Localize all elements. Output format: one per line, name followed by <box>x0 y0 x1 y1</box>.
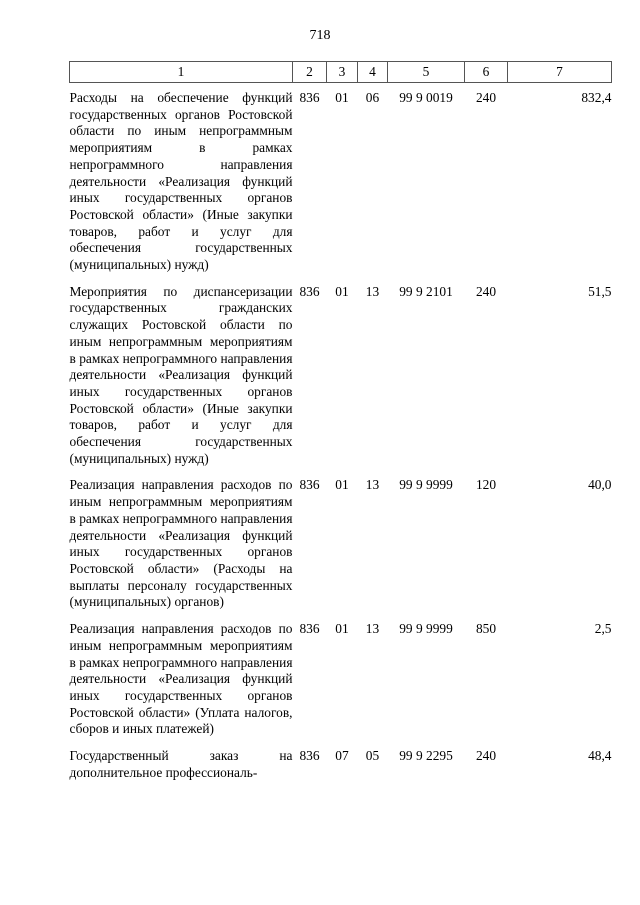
row-subsection-code: 05 <box>365 748 380 764</box>
row-target-article: 99 9 2101 <box>399 283 453 299</box>
header-row <box>70 62 612 83</box>
header-col-3: 3 <box>327 62 358 83</box>
row-target-article: 99 9 9999 <box>399 477 453 493</box>
table-row <box>70 274 612 468</box>
table-header <box>70 62 612 83</box>
table-row <box>70 467 612 611</box>
row-ministry-code: 836 <box>299 90 320 105</box>
row-ministry-code: 836 <box>299 748 320 764</box>
row-section-code: 01 <box>335 90 349 105</box>
row-amount: 51,5 <box>588 283 612 299</box>
row-subsection-code: 06 <box>365 90 380 105</box>
row-description: Реализация направления расходов по иным непрограммным мероприятиям в рамках непрограммного направления деятельности «Реализация функций иных государственных органов Ростовской области» (Расходы на выплаты персоналу государственных (муниципальных) органов) <box>69 477 293 610</box>
page-number: 718 <box>309 28 331 43</box>
row-ministry-code: 836 <box>299 477 320 493</box>
row-expense-type: 240 <box>475 283 497 299</box>
table-body <box>70 83 612 782</box>
header-col-4: 4 <box>358 62 388 83</box>
header-col-6: 6 <box>465 62 508 83</box>
row-ministry-code: 836 <box>299 283 320 299</box>
table-row <box>70 611 612 738</box>
row-subsection-code: 13 <box>365 621 380 637</box>
header-col-7: 7 <box>508 62 612 83</box>
table-row <box>70 738 612 781</box>
row-expense-type: 850 <box>475 621 497 637</box>
table-row <box>70 83 612 274</box>
header-col-5: 5 <box>388 62 465 83</box>
header-col-2: 2 <box>293 62 327 83</box>
row-ministry-code: 836 <box>299 621 320 637</box>
row-amount: 2,5 <box>594 621 612 637</box>
row-section-code: 07 <box>335 748 349 764</box>
row-expense-type: 240 <box>475 90 497 105</box>
row-amount: 48,4 <box>588 748 612 764</box>
row-subsection-code: 13 <box>365 477 380 493</box>
row-section-code: 01 <box>335 477 349 493</box>
row-amount: 40,0 <box>588 477 612 493</box>
header-col-1: 1 <box>70 62 293 83</box>
row-target-article: 99 9 9999 <box>399 621 453 637</box>
row-expense-type: 120 <box>475 477 497 493</box>
row-amount: 832,4 <box>581 90 612 105</box>
row-description: Мероприятия по диспансеризации государственных гражданских служащих Ростовской области по иным непрограммным мероприятиям в рамках непрограммного направления деятельности «Реализация функций иных государственных органов Ростовской области» (Иные закупки товаров, работ и услуг для обеспечения государственных (муниципальных) нужд) <box>69 283 293 466</box>
row-description: Государственный заказ на дополнительное профессиональ- <box>69 748 293 780</box>
row-target-article: 99 9 2295 <box>399 748 453 764</box>
budget-table <box>69 61 612 781</box>
row-description: Реализация направления расходов по иным непрограммным мероприятиям в рамках непрограммного направления деятельности «Реализация функций иных государственных органов Ростовской области» (Уплата налогов, сборов и иных платежей) <box>69 621 293 737</box>
row-target-article: 99 9 0019 <box>399 90 453 105</box>
row-subsection-code: 13 <box>365 283 380 299</box>
row-description: Расходы на обеспечение функций государственных органов Ростовской области по иным непрограммным мероприятиям в рамках непрограммного направления деятельности «Реализация функций иных государственных органов Ростовской области» (Иные закупки товаров, работ и услуг для обеспечения государственных (муниципальных) нужд) <box>69 90 293 273</box>
row-section-code: 01 <box>335 621 349 637</box>
row-expense-type: 240 <box>475 748 497 764</box>
row-section-code: 01 <box>335 283 349 299</box>
